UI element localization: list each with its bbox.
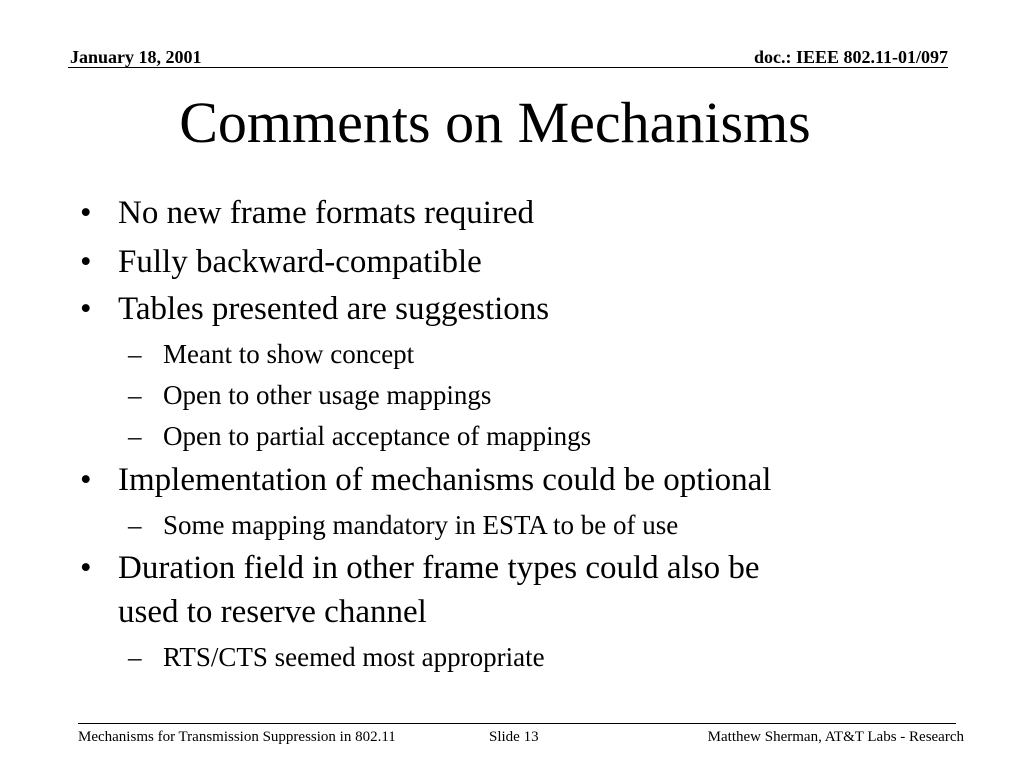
bullet-mark: • (80, 550, 92, 586)
bullet-mark: • (80, 291, 92, 327)
bullet-text: Implementation of mechanisms could be optional (118, 462, 772, 498)
sub-bullet-text: Meant to show concept (163, 339, 415, 369)
dash-mark: – (128, 642, 142, 672)
footer-author: Matthew Sherman, AT&T Labs - Research (707, 729, 964, 745)
bullet-text: Tables presented are suggestions (118, 291, 550, 327)
bullet-text: Fully backward-compatible (118, 244, 482, 280)
bullet-text-line2: used to reserve channel (118, 594, 427, 630)
header-date: January 18, 2001 (70, 47, 202, 67)
sub-bullet-text: Some mapping mandatory in ESTA to be of use (163, 510, 679, 540)
header-doc-id: doc.: IEEE 802.11-01/097 (753, 47, 948, 67)
bullet-mark: • (80, 462, 92, 498)
bullet-mark: • (80, 244, 92, 280)
dash-mark: – (128, 510, 142, 540)
sub-bullet-text: Open to partial acceptance of mappings (163, 421, 592, 451)
footer-slide-number: Slide 13 (489, 729, 539, 745)
dash-mark: – (128, 421, 142, 451)
slide-title: Comments on Mechanisms (179, 90, 811, 155)
footer-rule (78, 723, 956, 724)
footer-title: Mechanisms for Transmission Suppression in 802.11 (78, 729, 396, 745)
sub-bullet-text: RTS/CTS seemed most appropriate (163, 642, 545, 672)
dash-mark: – (128, 380, 142, 410)
bullet-mark: • (80, 195, 92, 231)
sub-bullet-text: Open to other usage mappings (163, 380, 492, 410)
dash-mark: – (128, 339, 142, 369)
bullet-text-line1: Duration field in other frame types could also be (118, 550, 760, 586)
bullet-text: No new frame formats required (118, 195, 534, 231)
